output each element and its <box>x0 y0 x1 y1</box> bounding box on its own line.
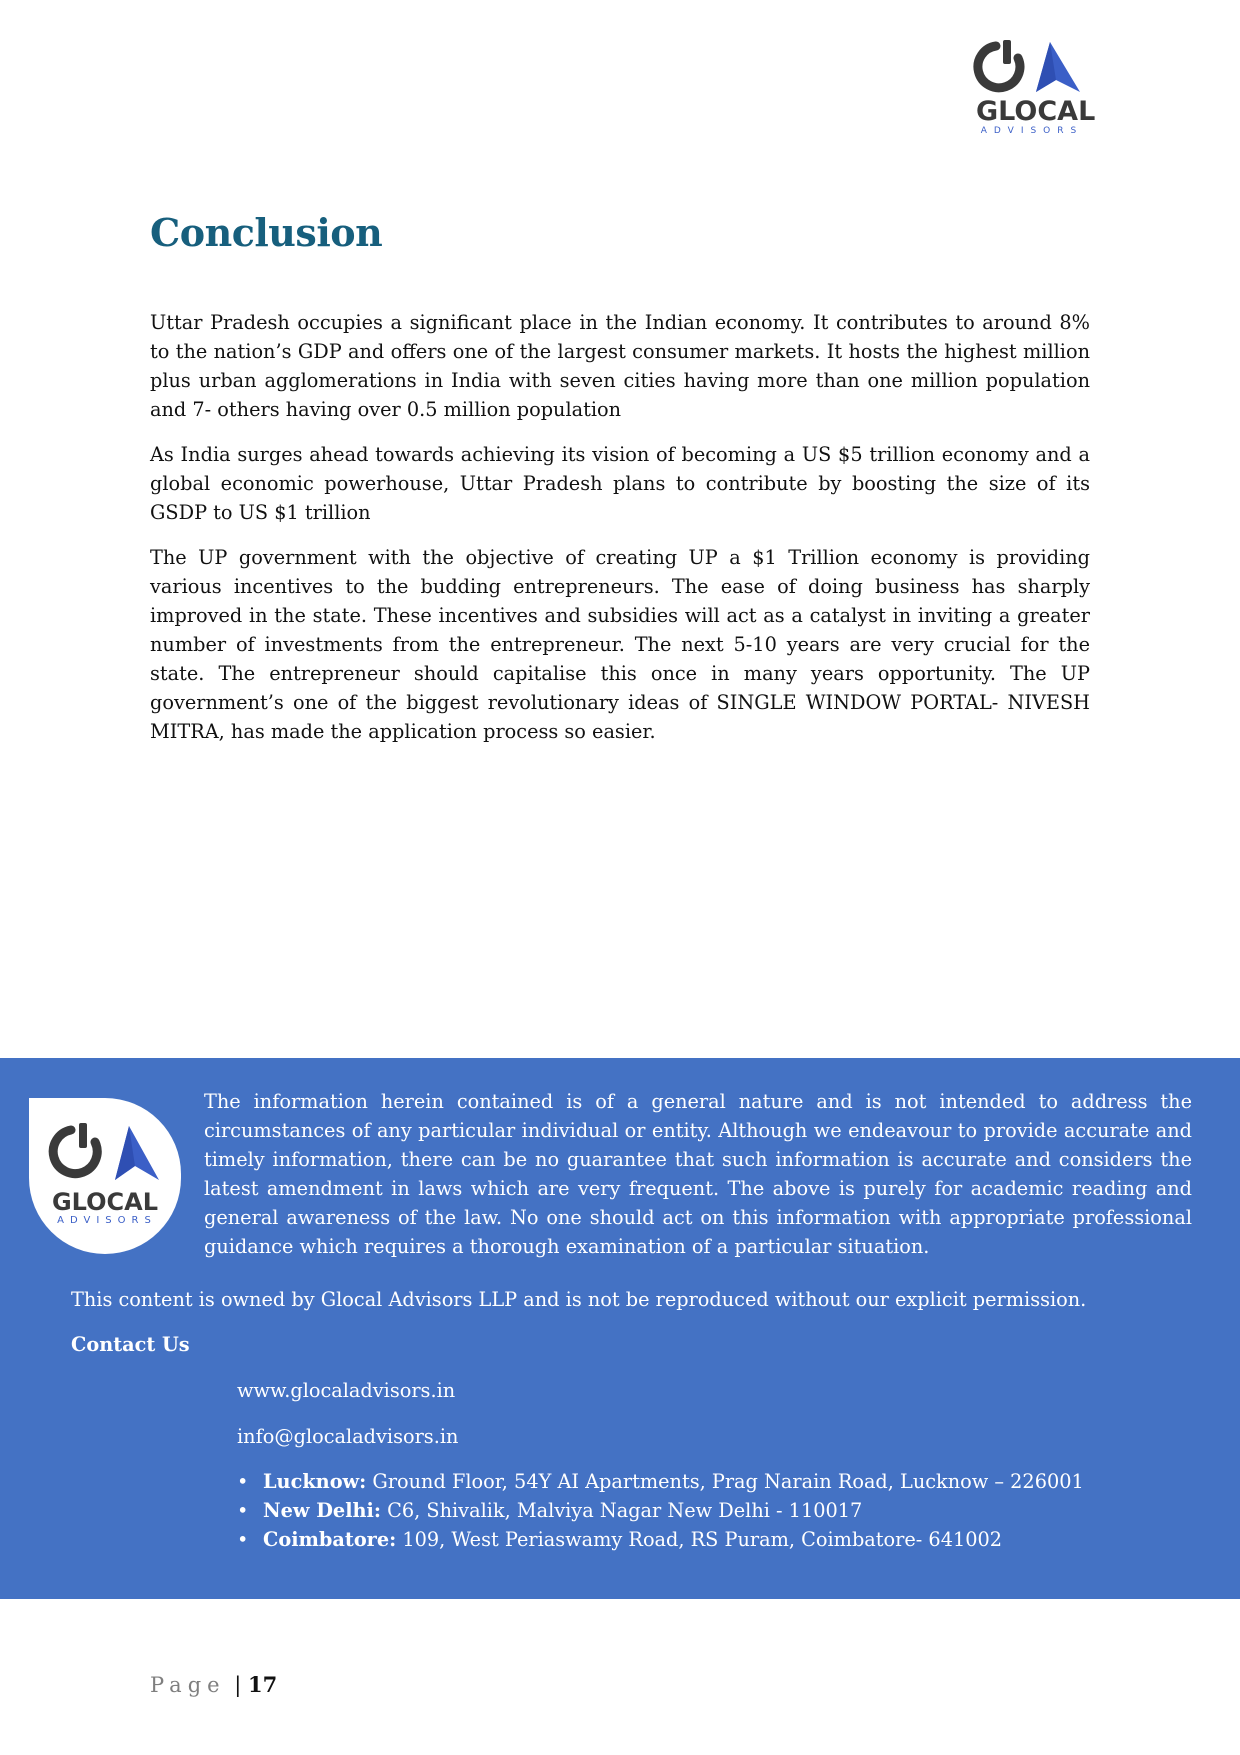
contact-heading: Contact Us <box>71 1333 190 1356</box>
glocal-logo-header <box>972 38 1096 138</box>
office-city: New Delhi: <box>263 1499 381 1522</box>
office-address: Ground Floor, 54Y AI Apartments, Prag Narain Road, Lucknow – 226001 <box>366 1470 1084 1493</box>
footer-band <box>0 1058 1240 1599</box>
conclusion-body <box>150 308 1090 762</box>
bullet-icon: • <box>237 1499 249 1522</box>
glocal-logo-badge <box>29 1098 181 1254</box>
logo-wordmark: GLOCAL <box>51 1188 159 1216</box>
office-item-lucknow <box>237 1467 1084 1496</box>
office-city: Coimbatore: <box>263 1528 397 1551</box>
logo-wordmark: GLOCAL <box>976 96 1096 127</box>
email-link[interactable]: info@glocaladvisors.in <box>237 1425 459 1448</box>
office-item-new-delhi <box>237 1496 1084 1525</box>
bullet-icon: • <box>237 1528 249 1551</box>
logo-tagline: ADVISORS <box>980 126 1084 136</box>
office-city: Lucknow: <box>263 1470 367 1493</box>
ownership-notice: This content is owned by Glocal Advisors LLP and is not be reproduced without our explicit permission. <box>71 1288 1087 1311</box>
page-number <box>150 1670 277 1700</box>
paragraph: The UP government with the objective of creating UP a $1 Trillion economy is providing various incentives to the budding entrepreneurs. The ease of doing business has sharply improved in the state. These incentives and subsidies will act as a catalyst in inviting a greater number of investments from the entrepreneur. The next 5-10 years are very crucial for the state. The entrepreneur should capitalise this once in many years opportunity. The UP government’s one of the biggest revolutionary ideas of SINGLE WINDOW PORTAL- NIVESH MITRA, has made the application process so easier. <box>150 546 1090 743</box>
office-list <box>237 1467 1084 1554</box>
glocal-logo-icon <box>45 1120 165 1190</box>
office-address: 109, West Periaswamy Road, RS Puram, Coimbatore- 641002 <box>396 1528 1003 1551</box>
glocal-logo-icon <box>972 38 1088 98</box>
page-number-value: 17 <box>248 1672 278 1697</box>
office-address: C6, Shivalik, Malviya Nagar New Delhi - 110017 <box>380 1499 863 1522</box>
page-title: Conclusion <box>150 210 383 255</box>
disclaimer-text: The information herein contained is of a general nature and is not intended to address the circumstances of any particular individual or entity. Although we endeavour to provide accurate and timely information, there can be no guarantee that such information is accurate and considers the latest amendment in laws which are very frequent. The above is purely for academic reading and general awareness of the law. No one should act on this information with appropriate professional guidance which requires a thorough examination of a particular situation. <box>204 1090 1192 1258</box>
bullet-icon: • <box>237 1470 249 1493</box>
logo-tagline: ADVISORS <box>57 1215 157 1226</box>
page-separator: | <box>234 1673 242 1697</box>
website-link[interactable]: www.glocaladvisors.in <box>237 1379 456 1402</box>
paragraph: As India surges ahead towards achieving its vision of becoming a US $5 trillion economy and a global economic powerhouse, Uttar Pradesh plans to contribute by boosting the size of its GSDP to US $1 trillion <box>150 443 1090 524</box>
office-item-coimbatore <box>237 1525 1084 1554</box>
paragraph: Uttar Pradesh occupies a significant place in the Indian economy. It contributes to around 8% to the nation’s GDP and offers one of the largest consumer markets. It hosts the highest million plus urban agglomerations in India with seven cities having more than one million population and 7- others having over 0.5 million population <box>150 311 1090 421</box>
page-label: Page <box>150 1673 226 1697</box>
